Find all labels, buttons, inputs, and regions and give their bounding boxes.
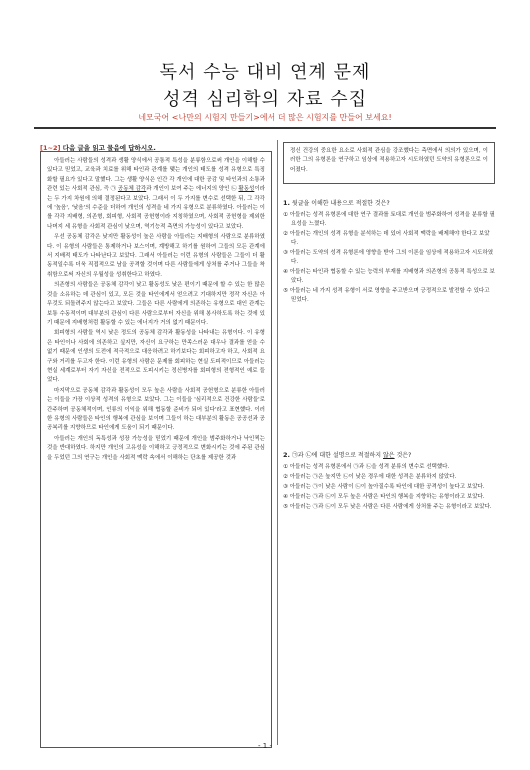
question-2-option[interactable]: ③ 아들러는 ㉠이 낮은 사람이 ㉡이 높아질수록 타인에 대한 공격성이 높다고 보았다.: [283, 484, 485, 490]
document-subtitle-title: 성격 심리학의 자료 수집: [162, 89, 368, 110]
passage-paragraph-4: 회피형의 사람들 역시 낮은 정도의 공동체 감각과 활동성을 나타내는 유형이다. 이 유형은 타인이나 사회에 의존하고 싶지만, 자신이 요구하는 만족스러운 대우나 결과를 얻을 수 없기 때문에 인생의 도전에 적극적으로 대응하려고 하기보다는 회피하고자 하고, 사회적 요구와 거리를 두고자 한다. 이런 유형의 사람은 문제를 회피하는 현실 도피적이므로 아들러는 현실 세계로부터 자기 자신을 전적으로 도피시키는 정신병자를 회피형의 전형적인 예로 들었다.: [47, 330, 265, 384]
passage-continuation-box: 정신 건강의 중요한 요소로 사회적 관심을 강조했다는 측면에서 의의가 있으며, 이러한 그의 유형론을 연구하고 임상에 적용하고자 시도하였던 도약의 유형론으로 이어졌다.: [283, 142, 495, 184]
column-divider: [277, 140, 278, 745]
question-1-option[interactable]: ③ 아들러는 도약의 성격 유형론에 영향을 받아 그의 이론을 임상에 적용하고자 시도하였다.: [283, 250, 494, 265]
document-title: 독서 수능 대비 연계 문제: [159, 62, 371, 83]
question-2: [283, 451, 495, 513]
passage-box: [40, 151, 272, 748]
question-2-option[interactable]: ④ 아들러는 ㉠과 ㉡이 모두 높은 사람은 타인의 행복을 지향하는 유형이라고 보았다.: [283, 494, 485, 500]
passage-paragraph-2: 우선 공동체 감각은 낮지만 활동성이 높은 사람을 아들러는 지배형의 사람으로 분류하였다. 이 유형의 사람들은 통제하거나 보스이며, 계방해고 하기를 원하여 그들의 모든 관계에서 지배적 태도가 나타난다고 보았다. 그래서 아들러는 이런 유형의 사람들은 그들이 더 활동적일수록 더욱 직접적으로 남을 공격할 것이며 다른 사람들에게 상처를 주거나 그들을 착취함으로써 자신의 우월성을 성취한다고 하였다.: [47, 234, 265, 278]
question-1-stem: 1. 윗글을 이해한 내용으로 적절한 것은?: [283, 199, 390, 207]
question-1-option[interactable]: ⑤ 아들러는 네 가지 성격 유형이 서로 영향을 주고받으며 긍정적으로 발전할 수 있다고 믿었다.: [283, 288, 490, 303]
passage-paragraph-6: 아들러는 개인의 독특성과 성장 가능성을 믿었기 때문에 개인을 범주화하거나 낙인찍는 것을 반대하였다. 하지만 개인의 고유성을 이해하고 긍정적으로 변화시키는 것에 주된 관심을 두었던 그의 연구는 개인을 사회적 맥락 속에서 이해하는 단초를 제공한 것과: [47, 435, 265, 461]
passage-paragraph-5: 마지막으로 공동체 감각과 활동성이 모두 높은 사람을 사회적 공헌형으로 분류한 아들러는 이들을 가장 이상적 성격의 유형으로 보았다. 그는 이들을 '심리적으로 건강한 사람들'로 간주하며 공동체적이며, 인류의 이익을 위해 협동할 준비가 되어 있다'라고 표현했다. 이러한 유형의 사람들은 타인의 행복에 관심을 보이며 그들이 하는 대부분의 활동은 공공선과 공공복리를 지향하므로 타인에게 도움이 되기 때문이다.: [47, 387, 265, 432]
instruction-text: 다음 글을 읽고 물음에 답하시오.: [60, 144, 156, 152]
question-1-option[interactable]: ① 아들러는 성격 유형론에 대한 연구 결과를 토대로 개인을 범주화하여 성격을 분류할 필요성을 느꼈다.: [283, 212, 495, 227]
header-rule: [34, 127, 496, 129]
question-2-option[interactable]: ② 아들러는 ㉠은 높지만 ㉡이 낮은 경우에 대한 성격은 분류하지 않았다.: [283, 474, 457, 480]
underlined-term-activity: 활동성: [238, 186, 255, 193]
passage-paragraph-3: 의존형의 사람들은 공동체 감각이 낮고 활동성도 낮은 편이기 때문에 할 수 있는 한 많은 것을 소유하는 데 관심이 있고, 모든 것을 타인에게서 얻으려고 기대하지만 정작 자신은 아무것도 되돌려주지 않는다고 보았다. 그들은 다른 사람에게 의존하는 유형으로 대인 관계는 보통 수동적이며 대부분의 관심이 다른 사람으로부터 자신을 위해 봉사하도록 하는 것에 있기 때문에 지배형처럼 활동할 수 있는 에너지가 거의 없기 때문이다.: [47, 282, 265, 326]
question-2-option[interactable]: ① 아들러는 성격 유형론에서 ㉠과 ㉡을 성격 분류의 변수로 선택했다.: [283, 464, 450, 470]
question-1: [283, 199, 495, 306]
question-range-label: [1~2]: [40, 144, 61, 152]
promo-subtitle: 네모국어 <나만의 시험지 만들기>에서 더 많은 시험지를 만들어 보세요!: [138, 113, 392, 122]
question-2-option[interactable]: ⑤ 아들러는 ㉠과 ㉡이 모두 낮은 사람은 다른 사람에게 상처를 주는 유형이라고 보았다.: [283, 504, 492, 510]
underlined-term-community: 공동체 감각: [117, 186, 147, 193]
question-1-option[interactable]: ② 아들러는 개인의 성격 유형을 분석하는 데 있어 사회적 맥락을 배제해야 한다고 보았다.: [283, 231, 490, 246]
page-number: - 1 -: [258, 742, 272, 750]
question-1-option[interactable]: ④ 아들러는 타인과 협동할 수 있는 능력의 부재를 지배형과 의존형의 공통적 특성으로 보았다.: [283, 269, 495, 284]
question-2-stem: 2. ㉠과 ㉡에 대한 설명으로 적절하지 않은 것은?: [283, 451, 412, 459]
passage-paragraph-1: 아들러는 사람들의 성격과 생활 양식에서 공통적 특성을 분류함으로써 개인을 이해할 수 있다고 믿었고, 교육과 치료를 위해 타인과 관계를 맺는 개인의 태도를 성격 유형으로 특징화할 필요가 있다고 말했다. 그는 생활 양식은 인간 각 개인에 대한 공감 및 타인과의 소통과 관련 있는 사회적 관심, 즉 ㉠ 공동체 감각과 개인이 보여 주는 에너지의 양인 ㉡ 활동성이라는 두 가지 차원에 의해 결정된다고 보았다. 그래서 이 두 가지를 변수로 선택한 뒤, 그 각각에 '높음', '낮음'의 수준을 더하여 개인의 성격을 네 가지 유형으로 분류하였다. 아들러는 이를 각각 지배형, 의존형, 회피형, 사회적 공헌형이라 지칭하였으며, 사회적 공헌형을 제외한 나머지 세 유형을 사회적 관심이 낮으며, 역기능적 측면의 가능성이 있다고 보았다.: [47, 158, 265, 230]
